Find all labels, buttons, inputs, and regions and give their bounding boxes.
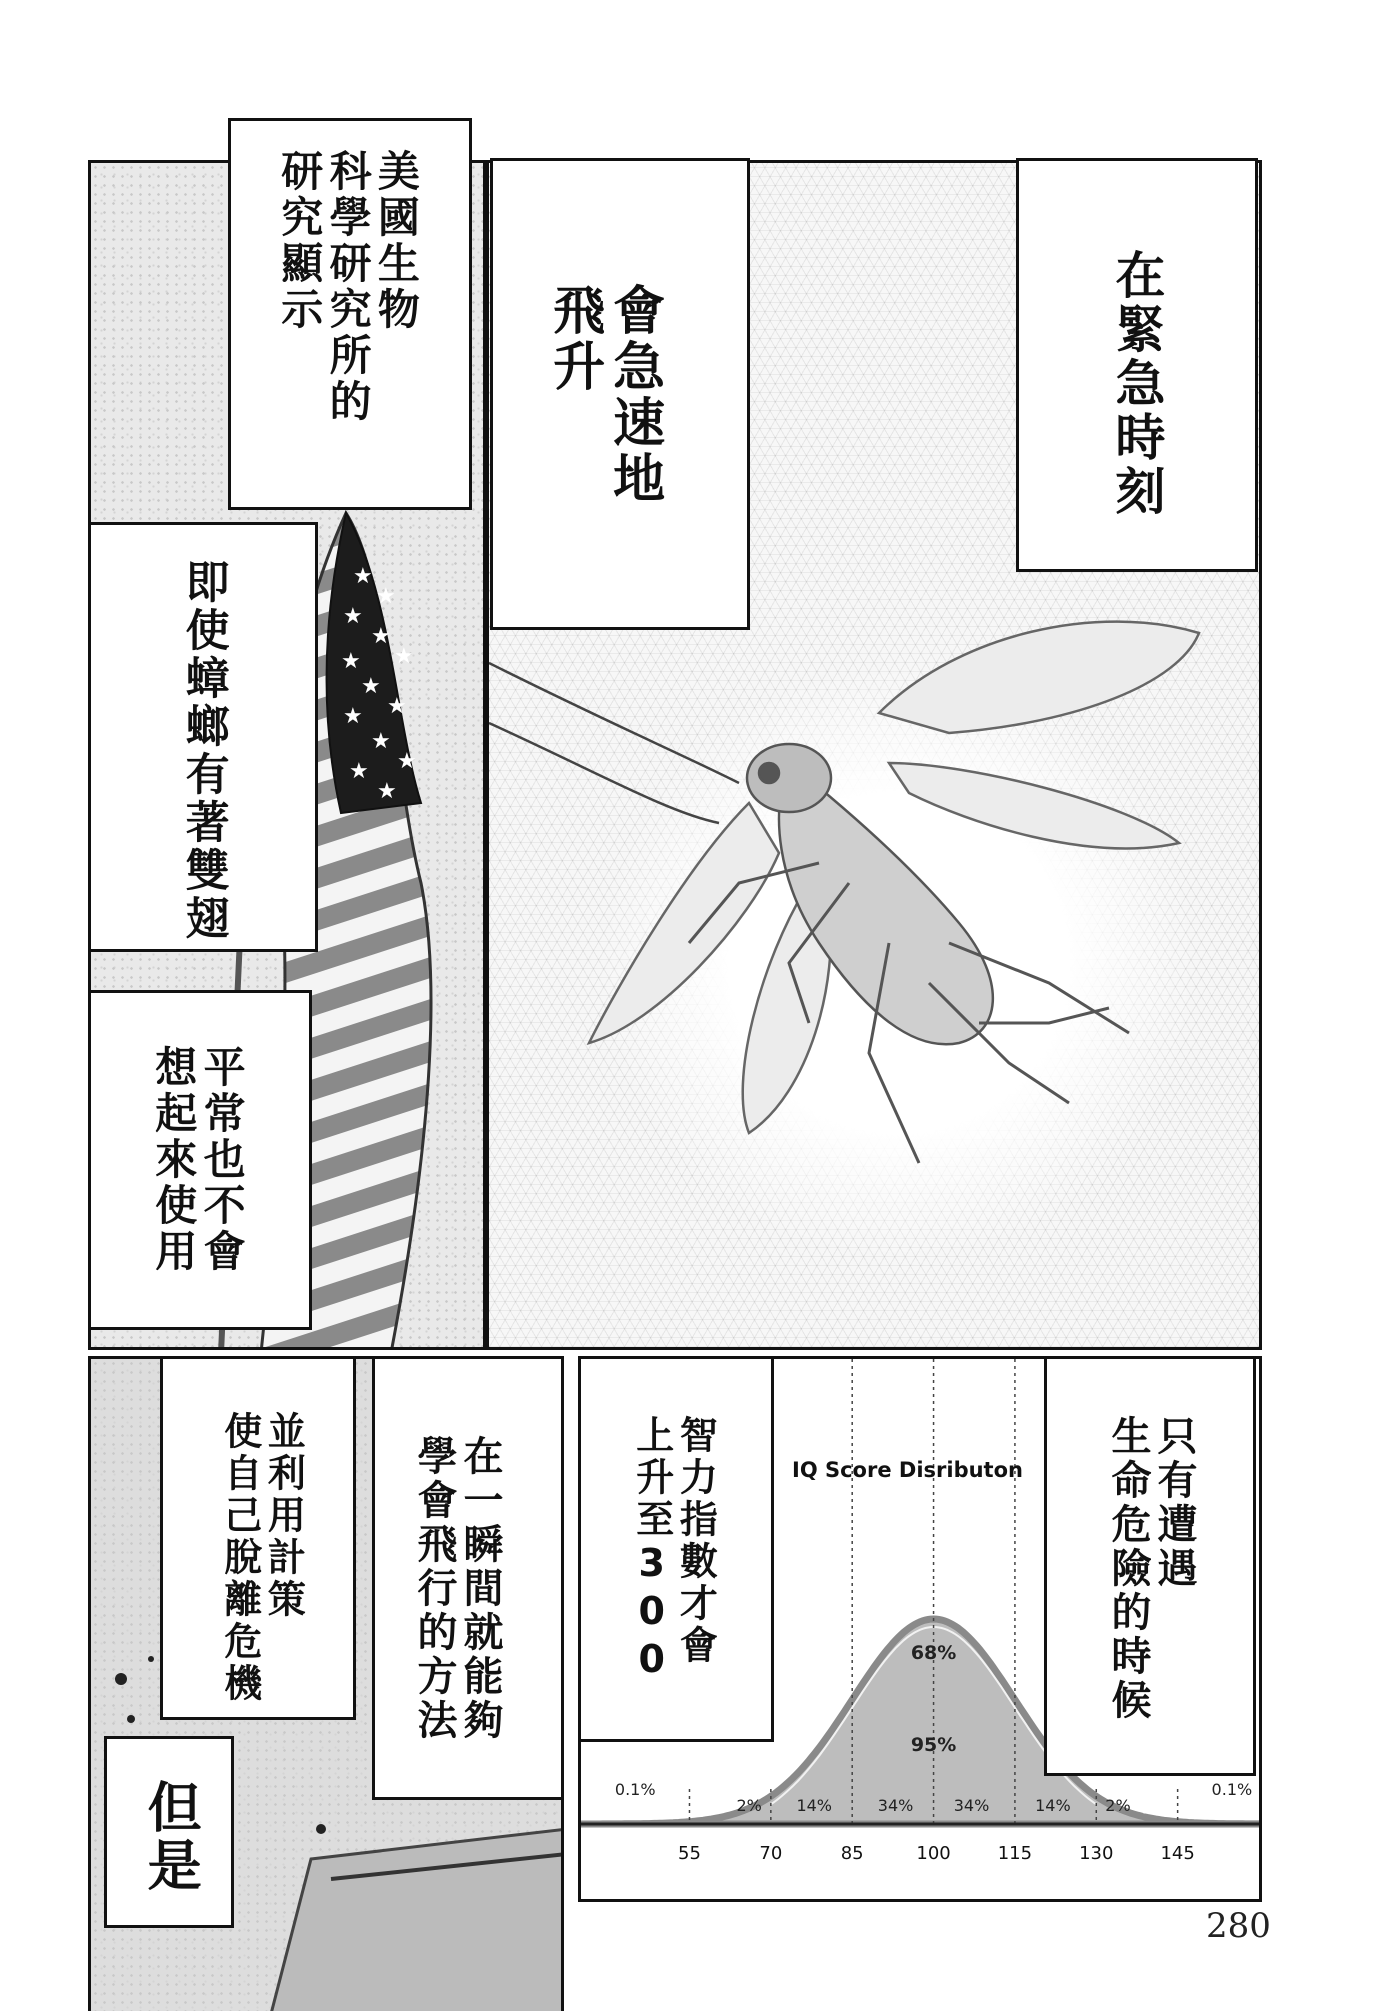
band-percent-label: 0.1% xyxy=(1211,1780,1253,1799)
caption-learn xyxy=(372,1356,564,1800)
caption-research-text: 美國生物 科學研究所的 研究顯示 xyxy=(275,149,421,425)
svg-text:★: ★ xyxy=(397,749,417,774)
caption-learn-text: 在一瞬間就能夠 學會飛行的方法 xyxy=(411,1435,503,1743)
band-percent-label: 2% xyxy=(736,1796,762,1815)
svg-text:★: ★ xyxy=(361,674,381,699)
band-percent-label: 0.1% xyxy=(614,1780,656,1799)
chart-title: IQ Score Disributon xyxy=(792,1458,1023,1482)
x-tick-label: 70 xyxy=(759,1843,783,1864)
caption-emergency xyxy=(1016,158,1258,572)
svg-text:★: ★ xyxy=(387,694,407,719)
band-percent-label: 34% xyxy=(953,1796,990,1815)
caption-fly-up xyxy=(490,158,750,630)
x-tick-label: 85 xyxy=(840,1843,864,1864)
svg-text:★: ★ xyxy=(349,759,369,784)
caption-emergency-text: 在緊急時刻 xyxy=(1107,249,1166,519)
caption-escape xyxy=(160,1356,356,1720)
band-percent-label: 2% xyxy=(1105,1796,1131,1815)
svg-text:★: ★ xyxy=(376,584,396,609)
svg-text:★: ★ xyxy=(341,649,361,674)
caption-iq xyxy=(578,1356,774,1742)
caption-wings-text: 即使蟑螂有著雙翅 xyxy=(177,559,229,943)
x-tick-label: 130 xyxy=(1079,1843,1114,1864)
inner-percent-label: 95% xyxy=(910,1734,957,1756)
svg-text:★: ★ xyxy=(353,564,373,589)
caption-but xyxy=(104,1736,234,1928)
caption-danger xyxy=(1044,1356,1256,1776)
caption-iq-text: 智力指數才會 上升至300 xyxy=(629,1415,718,1685)
band-percent-label: 34% xyxy=(877,1796,914,1815)
caption-fly-up-text: 會急速地 飛升 xyxy=(543,283,664,507)
svg-text:★: ★ xyxy=(377,779,397,804)
caption-danger-text: 只有遭遇 生命危險的時候 xyxy=(1105,1415,1197,1723)
caption-research xyxy=(228,118,472,510)
svg-text:★: ★ xyxy=(343,704,363,729)
svg-text:★: ★ xyxy=(371,729,391,754)
caption-wings xyxy=(88,522,318,952)
caption-daily xyxy=(88,990,312,1330)
svg-text:★: ★ xyxy=(371,624,391,649)
x-tick-label: 145 xyxy=(1160,1843,1195,1864)
band-percent-label: 14% xyxy=(796,1796,833,1815)
caption-daily-text: 平常也不會 想起來使用 xyxy=(149,1045,247,1275)
caption-but-text: 但是 xyxy=(139,1779,203,1895)
inner-percent-label: 68% xyxy=(910,1642,957,1664)
caption-escape-text: 並利用計策 使自己脫離危機 xyxy=(217,1411,306,1705)
x-tick-label: 55 xyxy=(678,1843,701,1864)
svg-text:★: ★ xyxy=(394,644,414,669)
svg-text:★: ★ xyxy=(343,604,363,629)
x-tick-label: 100 xyxy=(916,1843,951,1864)
band-percent-label: 14% xyxy=(1035,1796,1071,1815)
x-tick-label: 115 xyxy=(997,1843,1033,1864)
page-number: 280 xyxy=(1206,1906,1271,1946)
